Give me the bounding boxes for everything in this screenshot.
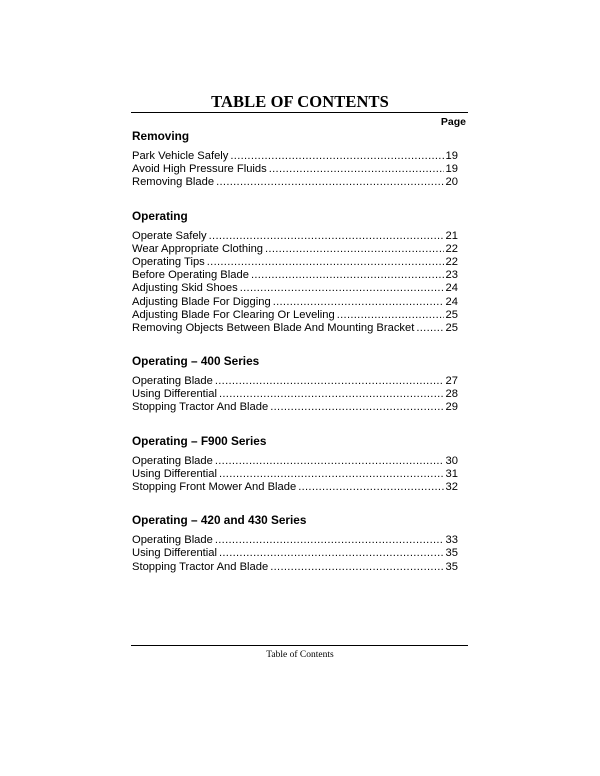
section-title: Operating – 420 and 430 Series xyxy=(132,513,307,528)
toc-entry-label: Park Vehicle Safely xyxy=(132,150,229,162)
toc-entry-page: 29 xyxy=(445,401,458,414)
toc-section xyxy=(132,128,458,190)
dot-leader xyxy=(219,388,444,401)
toc-entry[interactable] xyxy=(132,322,458,335)
toc-entry-page: 31 xyxy=(445,467,458,480)
toc-entry[interactable] xyxy=(132,401,458,414)
dot-leader xyxy=(273,296,444,309)
toc-entry-label: Operating Blade xyxy=(132,454,213,467)
toc-entry-page: 21 xyxy=(445,229,458,242)
toc-entry-page: 32 xyxy=(445,481,458,493)
dot-leader xyxy=(215,534,444,547)
toc-entry-page: 24 xyxy=(445,295,458,308)
dot-leader xyxy=(216,176,443,189)
toc-entry-label: Using Differential xyxy=(132,547,217,560)
toc-entry-label: Wear Appropriate Clothing xyxy=(132,242,264,255)
toc-entry[interactable] xyxy=(132,561,458,574)
toc-entry-label: Stopping Front Mower And Blade xyxy=(132,481,297,493)
toc-entry-page: 23 xyxy=(445,269,458,282)
toc-list xyxy=(132,128,458,592)
toc-entry-page: 35 xyxy=(445,547,458,560)
toc-section xyxy=(132,353,458,415)
toc-entry[interactable] xyxy=(132,309,458,322)
toc-entry-page: 25 xyxy=(445,321,458,334)
toc-entry-label: Operating Blade xyxy=(132,534,213,547)
toc-entry-label: Stopping Tractor And Blade xyxy=(132,401,269,414)
toc-entry-label: Removing Blade xyxy=(132,176,215,189)
dot-leader xyxy=(207,256,444,269)
toc-entry-label: Adjusting Blade For Digging xyxy=(132,295,271,308)
toc-entry-page: 22 xyxy=(445,242,458,255)
dot-leader xyxy=(215,455,444,468)
toc-entry-page: 19 xyxy=(445,163,458,176)
page-column-header: Page xyxy=(440,116,466,128)
toc-entry[interactable] xyxy=(132,150,458,163)
toc-entry-label: Adjusting Skid Shoes xyxy=(132,282,238,295)
dot-leader xyxy=(251,269,444,282)
section-title: Removing xyxy=(132,129,190,143)
toc-entry-page: 30 xyxy=(445,454,458,467)
dot-leader xyxy=(416,322,443,335)
toc-entry-label: Avoid High Pressure Fluids xyxy=(132,163,267,176)
title-rule xyxy=(131,112,468,113)
toc-entry-page: 25 xyxy=(445,308,458,321)
toc-section xyxy=(132,512,458,574)
dot-leader xyxy=(230,150,443,163)
toc-entry-page: 27 xyxy=(445,375,458,388)
toc-entry-page: 33 xyxy=(445,534,458,547)
toc-entry[interactable] xyxy=(132,243,458,256)
dot-leader xyxy=(215,375,444,388)
toc-entry[interactable] xyxy=(132,388,458,401)
toc-entry-page: 19 xyxy=(445,150,458,162)
toc-entry-label: Before Operating Blade xyxy=(132,269,249,282)
toc-entry[interactable] xyxy=(132,534,458,547)
toc-entry[interactable] xyxy=(132,176,458,189)
footer-rule xyxy=(131,645,468,646)
dot-leader xyxy=(265,243,444,256)
dot-leader xyxy=(337,309,444,322)
toc-entry[interactable] xyxy=(132,256,458,269)
toc-entry-label: Stopping Tractor And Blade xyxy=(132,560,269,573)
toc-entry[interactable] xyxy=(132,455,458,468)
toc-entry-page: 22 xyxy=(445,255,458,268)
toc-entry-label: Operate Safely xyxy=(132,229,207,242)
toc-entry[interactable] xyxy=(132,163,458,176)
toc-entry[interactable] xyxy=(132,375,458,388)
dot-leader xyxy=(240,282,444,295)
toc-entry-label: Operating Blade xyxy=(132,375,213,388)
dot-leader xyxy=(269,163,444,176)
page-title: TABLE OF CONTENTS xyxy=(211,92,389,111)
toc-entry[interactable] xyxy=(132,481,458,494)
toc-entry-page: 28 xyxy=(445,388,458,401)
toc-entry[interactable] xyxy=(132,468,458,481)
toc-entry[interactable] xyxy=(132,282,458,295)
page-footer: Table of Contents xyxy=(266,650,334,660)
toc-section xyxy=(132,208,458,336)
dot-leader xyxy=(298,481,443,494)
toc-entry[interactable] xyxy=(132,269,458,282)
section-title: Operating – F900 Series xyxy=(132,433,267,448)
toc-entry[interactable] xyxy=(132,230,458,243)
dot-leader xyxy=(270,561,443,574)
toc-entry-label: Removing Objects Between Blade And Mounting Bracket xyxy=(132,321,415,334)
section-title: Operating xyxy=(132,208,188,223)
toc-entry-label: Using Differential xyxy=(132,388,217,401)
toc-entry[interactable] xyxy=(132,547,458,560)
section-title: Operating – 400 Series xyxy=(132,354,260,369)
toc-entry-label: Using Differential xyxy=(132,467,217,480)
toc-entry-page: 24 xyxy=(445,282,458,295)
dot-leader xyxy=(209,230,444,243)
dot-leader xyxy=(219,468,444,481)
toc-entry-page: 35 xyxy=(445,560,458,573)
toc-entry-page: 20 xyxy=(445,176,458,189)
dot-leader xyxy=(270,401,443,414)
toc-entry-label: Adjusting Blade For Clearing Or Leveling xyxy=(132,308,335,321)
toc-section xyxy=(132,433,458,495)
toc-entry-label: Operating Tips xyxy=(132,255,205,268)
toc-entry[interactable] xyxy=(132,296,458,309)
dot-leader xyxy=(219,547,444,560)
